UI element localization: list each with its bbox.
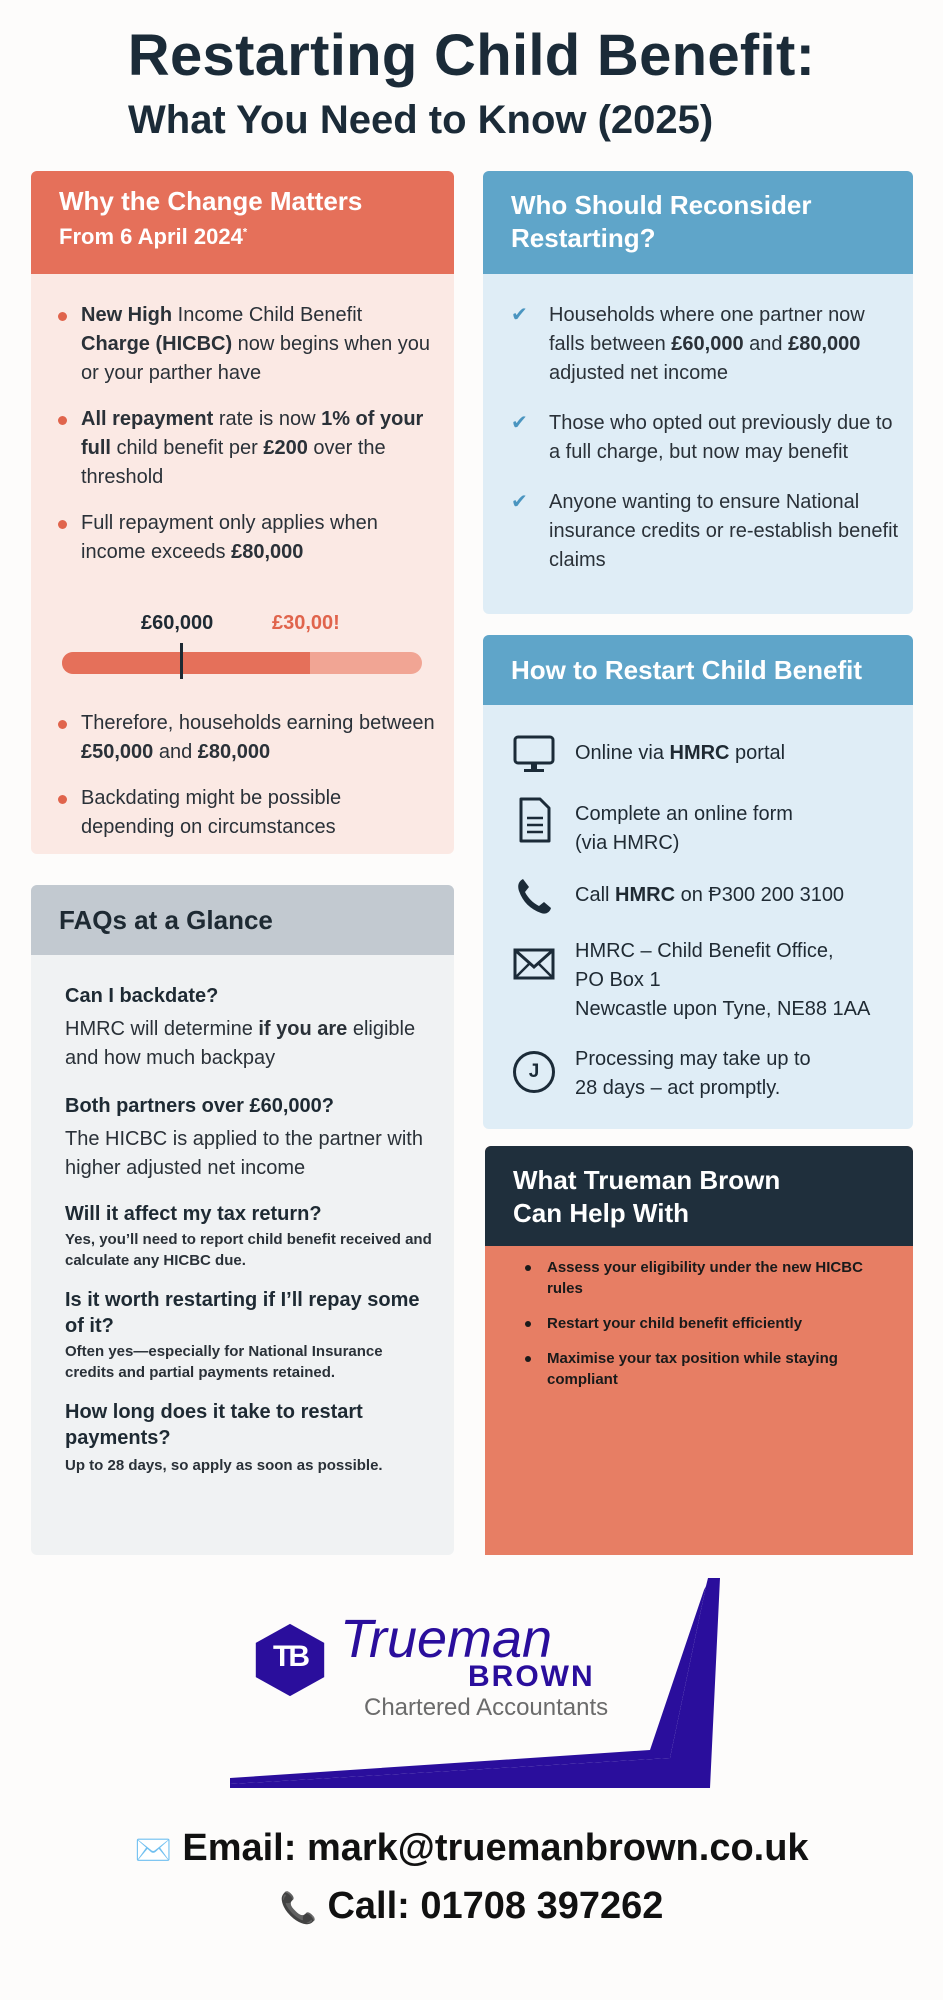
threshold-marker — [180, 643, 183, 679]
faq-answer-4: Often yes—especially for National Insurance credits and partial payments retained. — [65, 1343, 383, 1381]
faq-answer-2: The HICBC is applied to the partner with higher adjusted net income — [65, 1128, 423, 1179]
monitor-icon — [513, 733, 555, 775]
why-bullet-5: Backdating might be possible depending on circumstances — [55, 784, 435, 842]
faq-answer-3: Yes, you’ll need to report child benefit received and calculate any HICBC due. — [65, 1231, 432, 1269]
trueman-help-list — [521, 1257, 881, 1390]
faq-question-2: Both partners over £60,000? — [65, 1095, 334, 1117]
how-form-text: Complete an online form (via HMRC) — [575, 803, 793, 854]
page-subtitle: What You Need to Know (2025) — [128, 98, 714, 142]
trueman-help-heading-1: What Trueman Brown — [513, 1165, 781, 1195]
bar-right-label: £30,00! — [272, 612, 340, 634]
how-restart-header — [483, 635, 913, 705]
phone-call-icon: 📞 — [279, 1892, 317, 1925]
bullet-dot-icon — [525, 1321, 531, 1327]
document-icon — [513, 796, 555, 844]
faq-answer-1: HMRC will determine if you are eligible and how much backpay — [65, 1018, 416, 1069]
bullet-dot-icon — [58, 520, 67, 529]
bullet-dot-icon — [58, 312, 67, 321]
how-row-form — [483, 792, 913, 852]
how-post-text: HMRC – Child Benefit Office, PO Box 1 Newcastle upon Tyne, NE88 1AA — [575, 940, 871, 1020]
who-reconsider-card — [483, 171, 913, 614]
how-restart-card — [483, 635, 913, 1129]
bullet-dot-icon — [525, 1356, 531, 1362]
faqs-card — [31, 885, 454, 1555]
trueman-help-card — [485, 1146, 913, 1555]
trueman-help-item: Assess your eligibility under the new HICBC rules — [521, 1257, 881, 1299]
how-row-call — [483, 873, 913, 921]
trueman-help-item: Maximise your tax position while staying compliant — [521, 1348, 881, 1390]
how-row-processing — [483, 1045, 913, 1105]
why-change-heading: Why the Change Matters — [59, 186, 363, 216]
faqs-header — [31, 885, 454, 955]
contact-email[interactable]: ✉️ Email: mark@truemanbrown.co.uk — [134, 1827, 809, 1869]
tb-monogram: TB — [273, 1640, 307, 1673]
trueman-help-header — [485, 1146, 913, 1246]
why-bullet-1: New High Income Child Benefit Charge (HICBC) now begins when you or your parther have — [55, 301, 435, 388]
how-online-text: Online via HMRC portal — [575, 742, 786, 764]
trueman-brown-logo — [230, 1578, 720, 1798]
who-reconsider-header — [483, 171, 913, 274]
who-item-3: ✔ Anyone wanting to ensure National insurance credits or re-establish benefit claims — [507, 488, 902, 575]
clock-icon: J — [513, 1051, 555, 1093]
email-icon: ✉️ — [134, 1834, 172, 1867]
faq-question-4: Is it worth restarting if I’ll repay some of it? — [65, 1289, 420, 1337]
trueman-help-item: Restart your child benefit efficiently — [521, 1313, 881, 1334]
envelope-icon — [513, 943, 555, 985]
why-bullet-2: All repayment rate is now 1% of your full child benefit per £200 over the threshold — [55, 405, 435, 492]
how-processing-text: Processing may take up to 28 days – act promptly. — [575, 1048, 811, 1099]
bullet-dot-icon — [58, 416, 67, 425]
threshold-bar-fill — [62, 652, 310, 674]
who-item-2: ✔ Those who opted out previously due to a full charge, but now may benefit — [507, 409, 902, 467]
bullet-dot-icon — [525, 1265, 531, 1271]
check-icon: ✔ — [511, 491, 528, 513]
why-bullet-4: Therefore, households earning between £50,000 and £80,000 — [55, 709, 435, 767]
why-bullet-3: Full repayment only applies when income exceeds £80,000 — [55, 509, 435, 567]
page-title: Restarting Child Benefit: — [127, 23, 816, 88]
who-item-1: ✔ Households where one partner now falls between £60,000 and £80,000 adjusted net income — [507, 301, 902, 388]
threshold-bar — [62, 652, 422, 674]
why-change-header — [31, 171, 454, 274]
bullet-dot-icon — [58, 795, 67, 804]
faqs-heading: FAQs at a Glance — [59, 905, 273, 935]
how-row-post — [483, 937, 913, 1027]
trueman-help-heading-2: Can Help With — [513, 1198, 689, 1228]
how-row-online — [483, 731, 913, 779]
faq-question-1: Can I backdate? — [65, 985, 219, 1007]
logo-name: Trueman — [340, 1609, 553, 1669]
logo-name-brown: BROWN — [468, 1660, 595, 1693]
how-restart-heading: How to Restart Child Benefit — [511, 655, 863, 685]
faq-question-5: How long does it take to restart payments? — [65, 1401, 363, 1449]
how-call-text: Call HMRC on Ᵽ300 200 3100 — [575, 884, 845, 906]
check-icon: ✔ — [511, 304, 528, 326]
bullet-dot-icon — [58, 720, 67, 729]
logo-tagline: Chartered Accountants — [364, 1694, 609, 1721]
why-change-subheading: From 6 April 2024* — [59, 224, 248, 249]
bar-left-label: £60,000 — [141, 612, 214, 634]
who-reconsider-heading: Who Should Reconsider Restarting? — [511, 190, 812, 253]
check-icon: ✔ — [511, 412, 528, 434]
phone-icon — [513, 875, 555, 917]
faq-answer-5: Up to 28 days, so apply as soon as possible. — [65, 1457, 383, 1474]
why-change-card — [31, 171, 454, 854]
faq-question-3: Will it affect my tax return? — [65, 1203, 322, 1225]
contact-phone[interactable]: 📞 Call: 01708 397262 — [279, 1885, 664, 1927]
